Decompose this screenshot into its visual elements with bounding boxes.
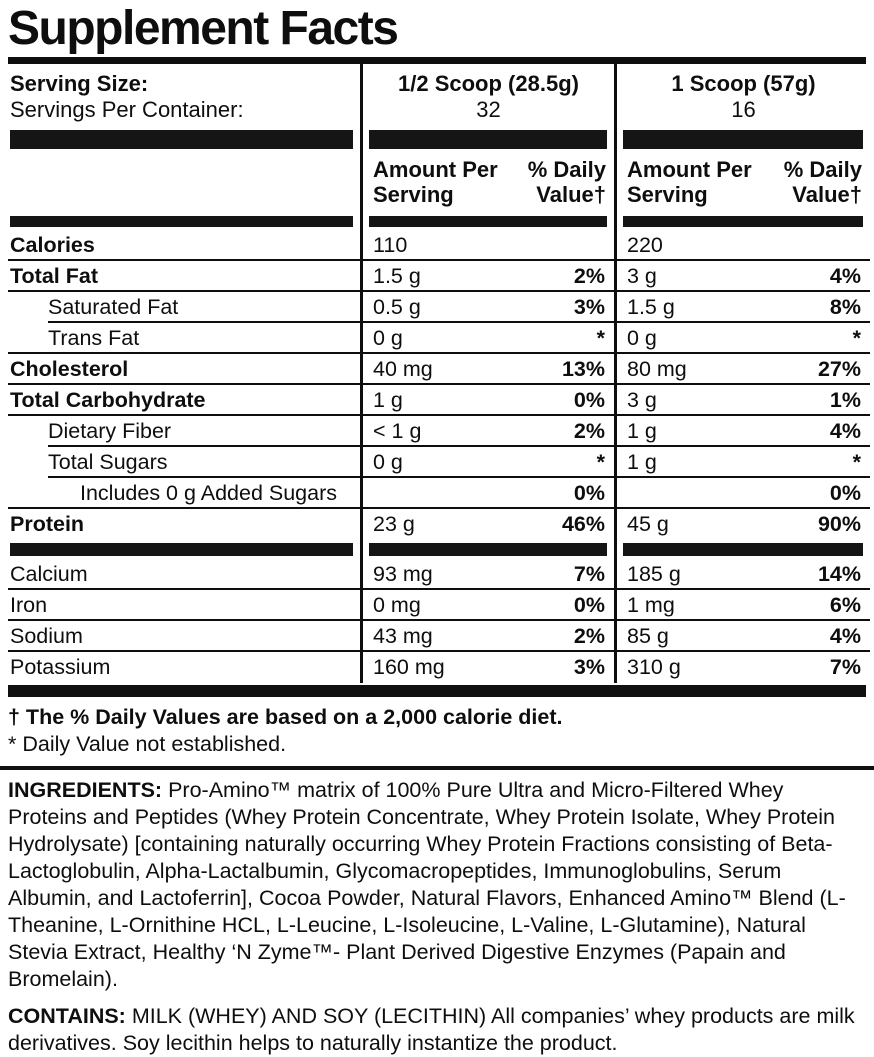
dv-value: 7% xyxy=(573,562,605,586)
separator-bar-segment xyxy=(623,216,863,227)
dv-value: * xyxy=(852,326,861,350)
amount-value: 45 g xyxy=(627,512,669,536)
dv-value: 0% xyxy=(829,481,861,505)
amount-header-line2: Serving xyxy=(373,182,454,207)
nutrient-label-cell xyxy=(8,590,360,621)
serving-info xyxy=(8,64,360,127)
separator-bar-segment xyxy=(10,216,353,227)
amount-value: 1 mg xyxy=(627,593,675,617)
nutrient-value-cell xyxy=(614,230,870,261)
dv-value: 6% xyxy=(829,593,861,617)
nutrient-value-cell xyxy=(360,559,614,590)
serving-column-2 xyxy=(614,64,870,127)
separator-bar-segment xyxy=(369,216,607,227)
amount-value: < 1 g xyxy=(373,419,422,443)
nutrient-value-cell xyxy=(614,292,870,323)
nutrient-label-cell xyxy=(8,416,360,447)
nutrient-label-cell xyxy=(8,292,360,323)
amount-value: 110 xyxy=(373,233,408,257)
nutrient-label-cell xyxy=(8,230,360,261)
footnote-asterisk: * Daily Value not established. xyxy=(8,732,287,756)
nutrient-value-cell xyxy=(360,261,614,292)
nutrient-label-cell xyxy=(8,478,360,509)
dv-value: * xyxy=(852,450,861,474)
nutrient-value-cell xyxy=(360,230,614,261)
separator-bar xyxy=(614,213,870,230)
nutrient-value-cell xyxy=(614,621,870,652)
amount-value: 0 g xyxy=(627,326,657,350)
dv-value: 3% xyxy=(573,295,605,319)
separator-bar-segment xyxy=(623,130,863,149)
amount-value: 1 g xyxy=(373,388,403,412)
separator-bar-segment xyxy=(10,130,353,149)
serving-size-label: Serving Size: xyxy=(10,71,149,96)
dv-header-line1: % Daily xyxy=(783,157,862,182)
nutrient-label: Potassium xyxy=(10,655,111,679)
separator-bar-segment xyxy=(369,130,607,149)
nutrient-label: Total Carbohydrate xyxy=(10,388,206,412)
dv-value: 90% xyxy=(817,512,861,536)
dv-value: 7% xyxy=(829,655,861,679)
column-headers-1 xyxy=(360,152,614,213)
bottom-separator-bar xyxy=(8,685,866,697)
footnotes xyxy=(6,697,868,764)
amount-value: 0 mg xyxy=(373,593,421,617)
header-spacer xyxy=(8,152,360,213)
dv-value: 4% xyxy=(829,419,861,443)
amount-value: 220 xyxy=(627,233,663,257)
nutrient-label: Trans Fat xyxy=(48,326,140,350)
dv-value: 1% xyxy=(829,388,861,412)
amount-value: 3 g xyxy=(627,388,657,412)
amount-value: 310 g xyxy=(627,655,681,679)
amount-value: 43 mg xyxy=(373,624,433,648)
nutrient-label: Total Fat xyxy=(10,264,98,288)
dv-value: * xyxy=(596,326,605,350)
footnote-dagger: † The % Daily Values are based on a 2,000 calorie diet. xyxy=(8,705,563,729)
nutrient-label: Total Sugars xyxy=(48,450,168,474)
nutrient-value-cell xyxy=(614,261,870,292)
dv-value: * xyxy=(596,450,605,474)
column-header-amount xyxy=(373,157,498,207)
separator-bar xyxy=(614,127,870,152)
dv-value: 8% xyxy=(829,295,861,319)
nutrient-value-cell xyxy=(360,292,614,323)
amount-value: 1 g xyxy=(627,450,657,474)
dv-value: 13% xyxy=(561,357,605,381)
contains-text: MILK (WHEY) AND SOY (LECITHIN) All companies’ whey products are milk derivatives. Soy lecithin helps to naturally instantize the product. xyxy=(8,1004,855,1055)
nutrient-label-cell xyxy=(8,621,360,652)
amount-value: 1.5 g xyxy=(627,295,675,319)
nutrient-value-cell xyxy=(614,652,870,683)
amount-value: 3 g xyxy=(627,264,657,288)
amount-value: 80 mg xyxy=(627,357,687,381)
amount-value: 93 mg xyxy=(373,562,433,586)
amount-value: 0.5 g xyxy=(373,295,421,319)
nutrient-label-cell xyxy=(8,261,360,292)
amount-value: 0 g xyxy=(373,450,403,474)
column-header-dv xyxy=(784,157,862,207)
nutrient-label: Calories xyxy=(10,233,95,257)
amount-value: 23 g xyxy=(373,512,415,536)
nutrient-label-cell xyxy=(8,354,360,385)
column-header-amount xyxy=(627,157,752,207)
dv-value: 14% xyxy=(817,562,861,586)
nutrient-value-cell xyxy=(360,354,614,385)
separator-bar xyxy=(8,127,360,152)
separator-bar xyxy=(8,213,360,230)
nutrient-label-cell xyxy=(8,385,360,416)
separator-bar xyxy=(8,540,360,559)
dv-header-line1: % Daily xyxy=(527,157,606,182)
servings-count: 16 xyxy=(731,97,756,122)
dv-value: 2% xyxy=(573,419,605,443)
dv-value: 2% xyxy=(573,264,605,288)
serving-size-value: 1 Scoop (57g) xyxy=(671,71,816,96)
dv-value: 3% xyxy=(573,655,605,679)
serving-size-value: 1/2 Scoop (28.5g) xyxy=(398,71,579,96)
column-headers-2 xyxy=(614,152,870,213)
facts-table xyxy=(8,64,866,683)
nutrient-label: Protein xyxy=(10,512,85,536)
dv-value: 0% xyxy=(573,481,605,505)
nutrient-label: Includes 0 g Added Sugars xyxy=(80,481,337,505)
ingredients-text: Pro-Amino™ matrix of 100% Pure Ultra and Micro-Filtered Whey Proteins and Peptides (Whey Protein Concentrate, Whey Protein Isolate, Whey Protein Hydrolysate) [containing naturally occurring Whey Protein Fractions consisting of Beta-Lactoglobulin, Alpha-Lactalbumin, Glycomacropeptides, Immunoglobulins, Serum Albumin, and Lactoferrin], Cocoa Powder, Natural Flavors, Enhanced Amino™ Blend (L-Theanine, L-Ornithine HCL, L-Leucine, L-Isoleucine, L-Valine, L-Glutamine), Natural Stevia Extract, Healthy ‘N Zyme™- Plant Derived Digestive Enzymes (Papain and Bromelain). xyxy=(8,778,846,991)
separator-bar-segment xyxy=(623,543,863,556)
nutrient-value-cell xyxy=(614,447,870,478)
nutrient-label-cell xyxy=(8,509,360,540)
separator-bar-segment xyxy=(10,543,353,556)
nutrient-value-cell xyxy=(360,652,614,683)
separator-bar xyxy=(614,540,870,559)
ingredients-paragraph xyxy=(6,770,868,993)
nutrient-value-cell xyxy=(614,416,870,447)
servings-count: 32 xyxy=(476,97,501,122)
nutrient-value-cell xyxy=(614,559,870,590)
contains-label: CONTAINS: xyxy=(8,1004,126,1028)
dv-header-line2: Value† xyxy=(792,182,862,207)
contains-paragraph xyxy=(6,993,868,1057)
nutrient-value-cell xyxy=(360,416,614,447)
dv-value: 0% xyxy=(573,593,605,617)
servings-per-container-label: Servings Per Container: xyxy=(10,97,244,122)
ingredients-label: INGREDIENTS: xyxy=(8,778,163,802)
amount-header-line1: Amount Per xyxy=(373,157,498,182)
separator-bar xyxy=(360,127,614,152)
amount-value: 185 g xyxy=(627,562,681,586)
amount-value: 1.5 g xyxy=(373,264,421,288)
nutrient-label-cell xyxy=(8,559,360,590)
nutrient-value-cell xyxy=(360,621,614,652)
nutrient-value-cell xyxy=(614,478,870,509)
dv-value: 0% xyxy=(573,388,605,412)
nutrient-label: Dietary Fiber xyxy=(48,419,172,443)
amount-header-line1: Amount Per xyxy=(627,157,752,182)
nutrient-label: Iron xyxy=(10,593,48,617)
nutrient-value-cell xyxy=(360,590,614,621)
nutrient-label-cell xyxy=(8,323,360,354)
dv-value: 4% xyxy=(829,624,861,648)
dv-value: 4% xyxy=(829,264,861,288)
nutrient-label: Calcium xyxy=(10,562,88,586)
nutrient-value-cell xyxy=(360,323,614,354)
separator-bar xyxy=(360,213,614,230)
amount-value: 0 g xyxy=(373,326,403,350)
nutrient-label: Sodium xyxy=(10,624,83,648)
nutrient-label-cell xyxy=(8,447,360,478)
serving-column-1 xyxy=(360,64,614,127)
amount-value: 40 mg xyxy=(373,357,433,381)
nutrient-value-cell xyxy=(360,447,614,478)
amount-value: 1 g xyxy=(627,419,657,443)
amount-value: 160 mg xyxy=(373,655,445,679)
nutrient-value-cell xyxy=(614,385,870,416)
nutrient-label: Saturated Fat xyxy=(48,295,179,319)
nutrient-label-cell xyxy=(8,652,360,683)
nutrient-value-cell xyxy=(360,478,614,509)
dv-value: 2% xyxy=(573,624,605,648)
title-rule xyxy=(8,57,866,64)
nutrient-value-cell xyxy=(614,354,870,385)
dv-value: 46% xyxy=(561,512,605,536)
nutrient-value-cell xyxy=(614,590,870,621)
nutrient-label: Cholesterol xyxy=(10,357,129,381)
dv-header-line2: Value† xyxy=(536,182,606,207)
column-header-dv xyxy=(528,157,606,207)
panel-title: Supplement Facts xyxy=(8,2,398,55)
nutrient-value-cell xyxy=(360,385,614,416)
dv-value: 27% xyxy=(817,357,861,381)
amount-header-line2: Serving xyxy=(627,182,708,207)
nutrient-value-cell xyxy=(614,323,870,354)
nutrient-value-cell xyxy=(614,509,870,540)
nutrient-value-cell xyxy=(360,509,614,540)
separator-bar xyxy=(360,540,614,559)
amount-value: 85 g xyxy=(627,624,669,648)
separator-bar-segment xyxy=(369,543,607,556)
